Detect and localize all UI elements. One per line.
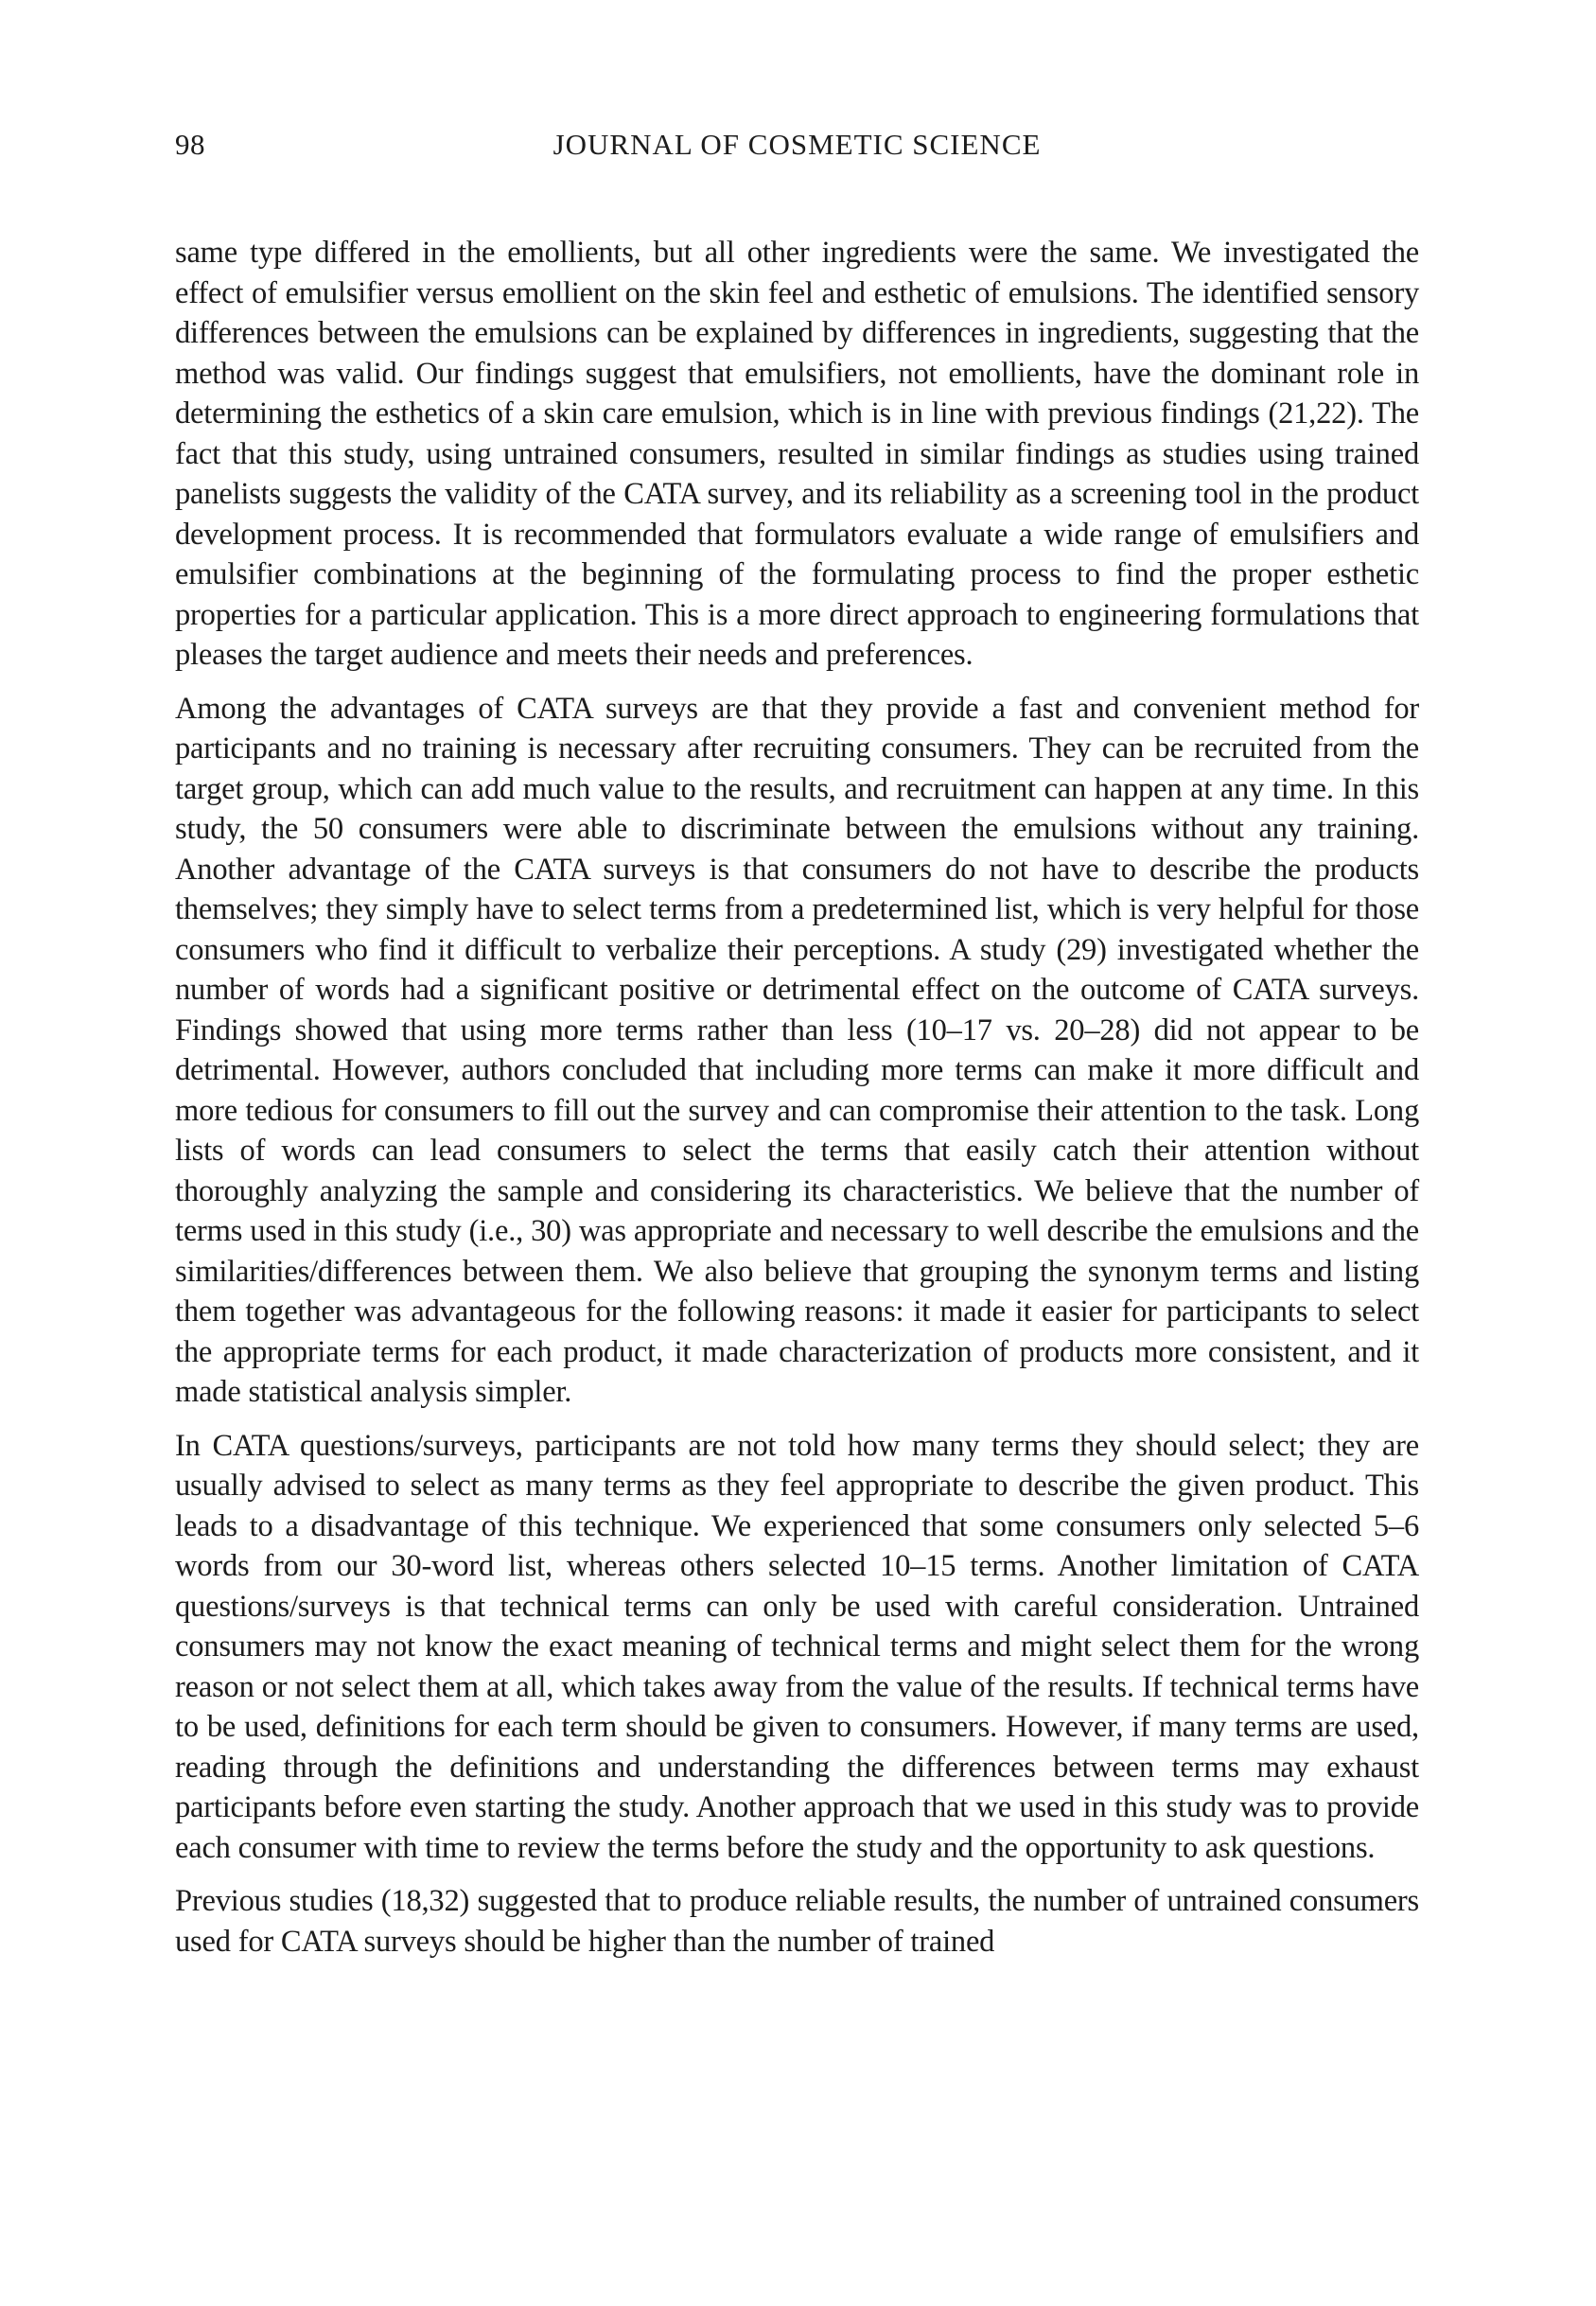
body-paragraph: In CATA questions/surveys, participants are not told how many terms they should select; they are usually advised to select as many terms as they feel appropriate to describe the given product. This leads to a disadvantage of this technique. We experienced that some consumers only selected 5–6 words from our 30-word list, whereas others selected 10–15 terms. Another limitation of CATA questions/surveys is that technical terms can only be used with careful consideration. Untrained consumers may not know the exact meaning of technical terms and might select them for the wrong reason or not select them at all, which takes away from the value of the results. If technical terms have to be used, definitions for each term should be given to consumers. However, if many terms are used, reading through the definitions and understanding the differences between terms may exhaust participants before even starting the study. Another approach that we used in this study was to provide each consumer with time to review the terms before the study and the opportunity to ask questions. — [175, 1428, 1419, 1865]
article-body — [175, 233, 1419, 1962]
body-paragraph: Among the advantages of CATA surveys are that they provide a fast and convenient method for participants and no training is necessary after recruiting consumers. They can be recruited from the target group, which can add much value to the results, and recruitment can happen at any time. In this study, the 50 consumers were able to discriminate between the emulsions without any training. Another advantage of the CATA surveys is that consumers do not have to describe the products themselves; they simply have to select terms from a predetermined list, which is very helpful for those consumers who find it difficult to verbalize their perceptions. A study (29) investigated whether the number of words had a significant positive or detrimental effect on the outcome of CATA surveys. Findings showed that using more terms rather than less (10–17 vs. 20–28) did not appear to be detrimental. However, authors concluded that including more terms can make it more difficult and more tedious for consumers to fill out the survey and can compromise their attention to the task. Long lists of words can lead consumers to select the terms that easily catch their attention without thoroughly analyzing the sample and considering its characteristics. We believe that the number of terms used in this study (i.e., 30) was appropriate and necessary to well describe the emulsions and the similarities/differences between them. We also believe that grouping the synonym terms and listing them together was advantageous for the following reasons: it made it easier for participants to select the appropriate terms for each product, it made characterization of products more consistent, and it made statistical analysis simpler. — [175, 691, 1419, 1409]
page-number: 98 — [175, 128, 205, 161]
body-paragraph: Previous studies (18,32) suggested that to produce reliable results, the number of untrained consumers used for CATA surveys should be higher than the number of trained — [175, 1884, 1419, 1959]
journal-title: JOURNAL OF COSMETIC SCIENCE — [552, 128, 1042, 161]
running-header — [175, 123, 1419, 167]
body-paragraph: same type differed in the emollients, but all other ingredients were the same. We investigated the effect of emulsifier versus emollient on the skin feel and esthetic of emulsions. The identified sensory differences between the emulsions can be explained by differences in ingredients, suggesting that the method was valid. Our findings suggest that emulsifiers, not emollients, have the dominant role in determining the esthetics of a skin care emulsion, which is in line with previous findings (21,22). The fact that this study, using untrained consumers, resulted in similar findings as studies using trained panelists suggests the validity of the CATA survey, and its reliability as a screening tool in the product development process. It is recommended that formulators evaluate a wide range of emulsifiers and emulsifier combinations at the beginning of the formulating process to find the proper esthetic properties for a particular application. This is a more direct approach to engineering formulations that pleases the target audience and meets their needs and preferences. — [175, 236, 1419, 672]
